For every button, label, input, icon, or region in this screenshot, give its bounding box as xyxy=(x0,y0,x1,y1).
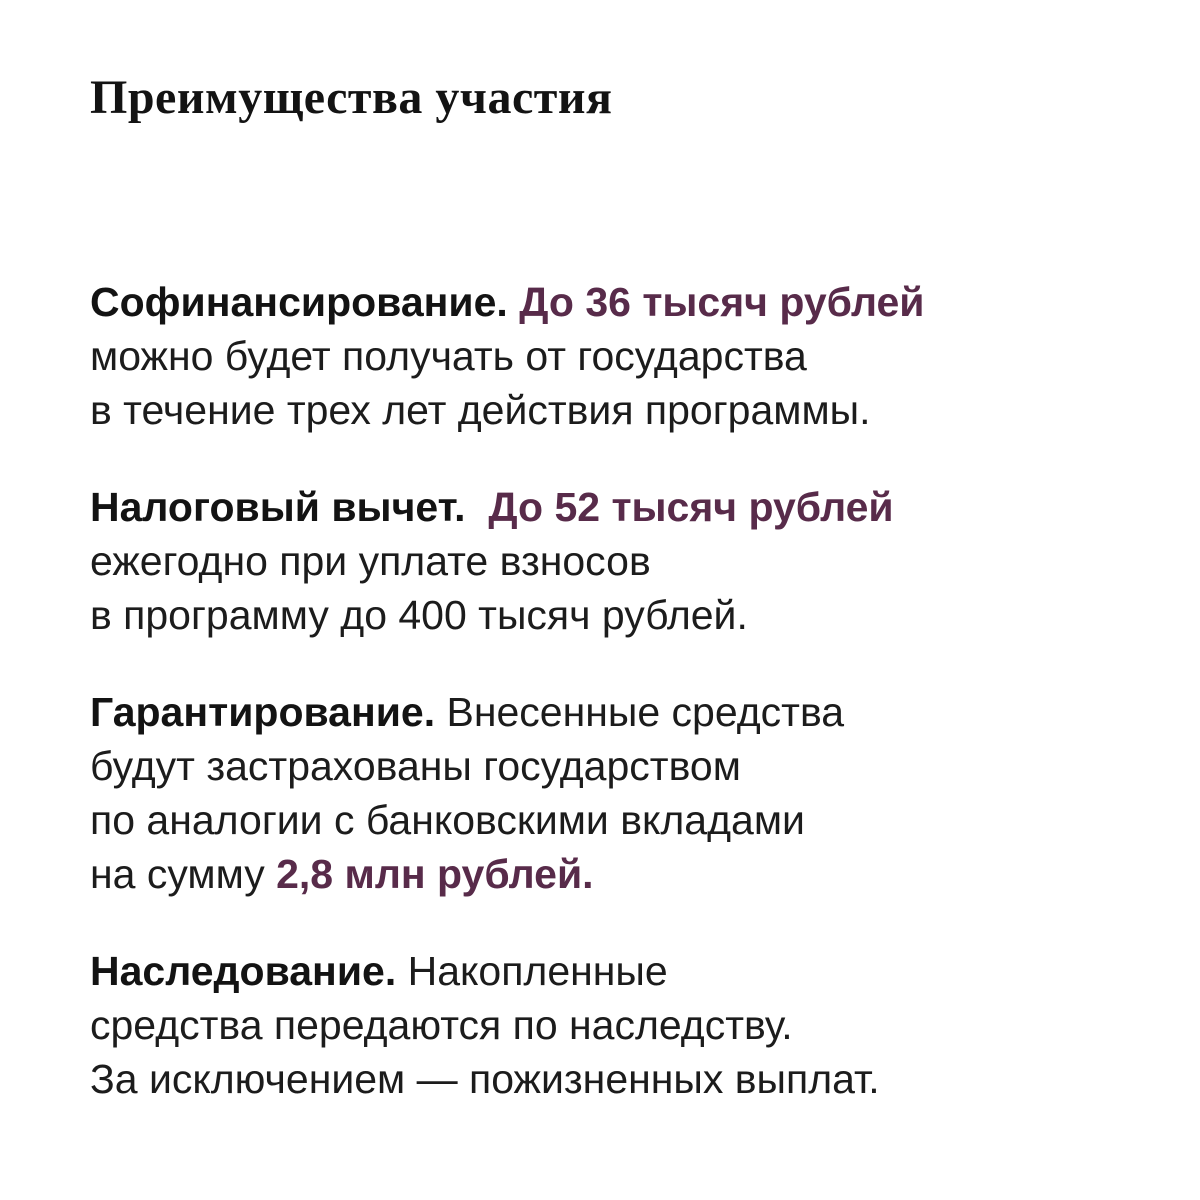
body-text: Накопленные xyxy=(396,947,668,994)
text-line xyxy=(90,739,1130,793)
text-line xyxy=(90,685,1130,739)
text-line xyxy=(90,588,1130,642)
text-line xyxy=(90,998,1130,1052)
text-line xyxy=(90,793,1130,847)
benefit-lead-text: Гарантирование. xyxy=(90,688,436,735)
body-text: будут застрахованы государством xyxy=(90,742,741,789)
benefit-paragraph xyxy=(90,480,1130,642)
body-text: За исключением — пожизненных выплат. xyxy=(90,1055,880,1102)
accent-amount-text: До 36 тысяч рублей xyxy=(519,278,925,325)
text-line xyxy=(90,480,1130,534)
text-line xyxy=(90,275,1130,329)
accent-amount-text: До 52 тысяч рублей xyxy=(488,483,894,530)
text-line xyxy=(90,1052,1130,1106)
body-text xyxy=(508,279,519,325)
body-text: ежегодно при уплате взносов xyxy=(90,537,651,584)
text-line xyxy=(90,383,1130,437)
page-title: Преимущества участия xyxy=(90,71,613,124)
benefit-paragraph xyxy=(90,944,1130,1106)
benefit-lead-text: Наследование. xyxy=(90,947,397,994)
body-text: средства передаются по наследству. xyxy=(90,1001,793,1048)
body-text: Внесенные средства xyxy=(435,688,845,735)
benefit-lead-text: Налоговый вычет. xyxy=(90,483,466,530)
body-text xyxy=(466,484,489,530)
text-line xyxy=(90,847,1130,901)
accent-amount-text: 2,8 млн рублей. xyxy=(276,850,594,897)
text-line xyxy=(90,534,1130,588)
body-text: на сумму xyxy=(90,850,277,897)
body-text: можно будет получать от государства xyxy=(90,332,807,379)
benefit-paragraph xyxy=(90,685,1130,901)
text-line xyxy=(90,944,1130,998)
body-text: в программу до 400 тысяч рублей. xyxy=(90,591,748,638)
body-text: по аналогии с банковскими вкладами xyxy=(90,796,805,843)
benefits-list xyxy=(90,275,1130,1106)
benefit-paragraph xyxy=(90,275,1130,437)
benefit-lead-text: Софинансирование. xyxy=(90,278,508,325)
text-line xyxy=(90,329,1130,383)
body-text: в течение трех лет действия программы. xyxy=(90,386,871,433)
